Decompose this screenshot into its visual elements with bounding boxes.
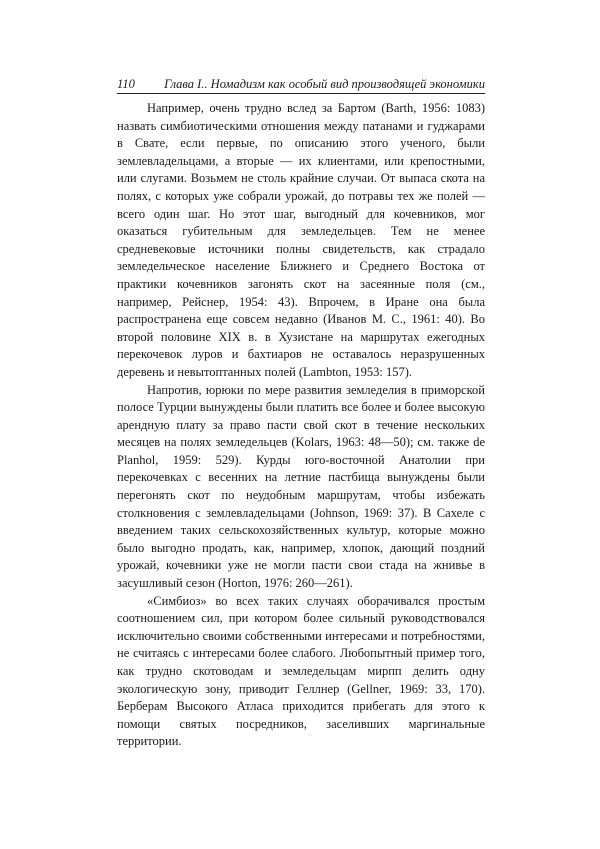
paragraph-1: Например, очень трудно вслед за Бартом (Barth, 1956: 1083) назвать симбиотическими отношения между патанами и гуджарами в Свате, если первые, по описанию этого ученого, были землевладельцами, а вторые — их клиентами, или крепостными, или слугами. Возьмем не столь крайние случаи. От выпаса скота на полях, с которых уже собрали урожай, до потравы тех же полей — всего один шаг. Но этот шаг, выгодный для кочевников, мог оказаться губительным для земледельцев. Тем не менее средневековые источники полны свидетельств, как страдало земледельческое население Ближнего и Среднего Востока от практики кочевников загонять скот на засеянные поля (см., например, Рейснер, 1954: 43). Впрочем, в Иране она была распространена еще совсем недавно (Иванов М. С., 1961: 40). Во второй половине XIX в. в Хузистане на маршрутах ежегодных перекочевок луров и бахтиаров не оставалось неразрушенных деревень и невытоптанных полей (Lambton, 1953: 157). bbox=[117, 101, 485, 379]
paragraph-2: Напротив, юрюки по мере развития земледелия в приморской полосе Турции вынуждены были платить все более и более высокую арендную плату за право пасти свой скот в течение нескольких месяцев на полях земледельцев (Kolars, 1963: 48—50); см. также de Planhol, 1959: 529). Курды юго-восточной Анатолии при перекочевках с весенних на летние пастбища вынуждены были перегонять скот по неудобным маршрутам, чтобы избежать столкновения с землевладельцами (Johnson, 1969: 37). В Сахеле с введением таких сельскохозяйственных культур, которые можно было выгодно продать, как, например, хлопок, дающий поздний урожай, кочевники уже не могли пасти свои стада на жнивье в засушливый сезон (Horton, 1976: 260—261). bbox=[117, 382, 485, 591]
body-text bbox=[117, 100, 485, 751]
chapter-title: Глава I.. Номадизм как особый вид производящей экономики bbox=[164, 77, 485, 91]
running-head bbox=[117, 75, 485, 93]
header-rule bbox=[117, 93, 485, 94]
page-number: 110 bbox=[117, 77, 135, 91]
paragraph-3: «Симбиоз» во всех таких случаях оборачивался простым соотношением сил, при котором более сильный руководствовался исключительно своими собственными интересами и потребностями, не считаясь с интересами более слабого. Любопытный пример того, как трудно скотоводам и земледельцам мирпп делить одну экологическую зону, приводит Геллнер (Gellner, 1969: 33, 170). Берберам Высокого Атласа приходится прибегать для этого к помощи святых посредников, заселивших маргинальные территории. bbox=[117, 593, 485, 749]
